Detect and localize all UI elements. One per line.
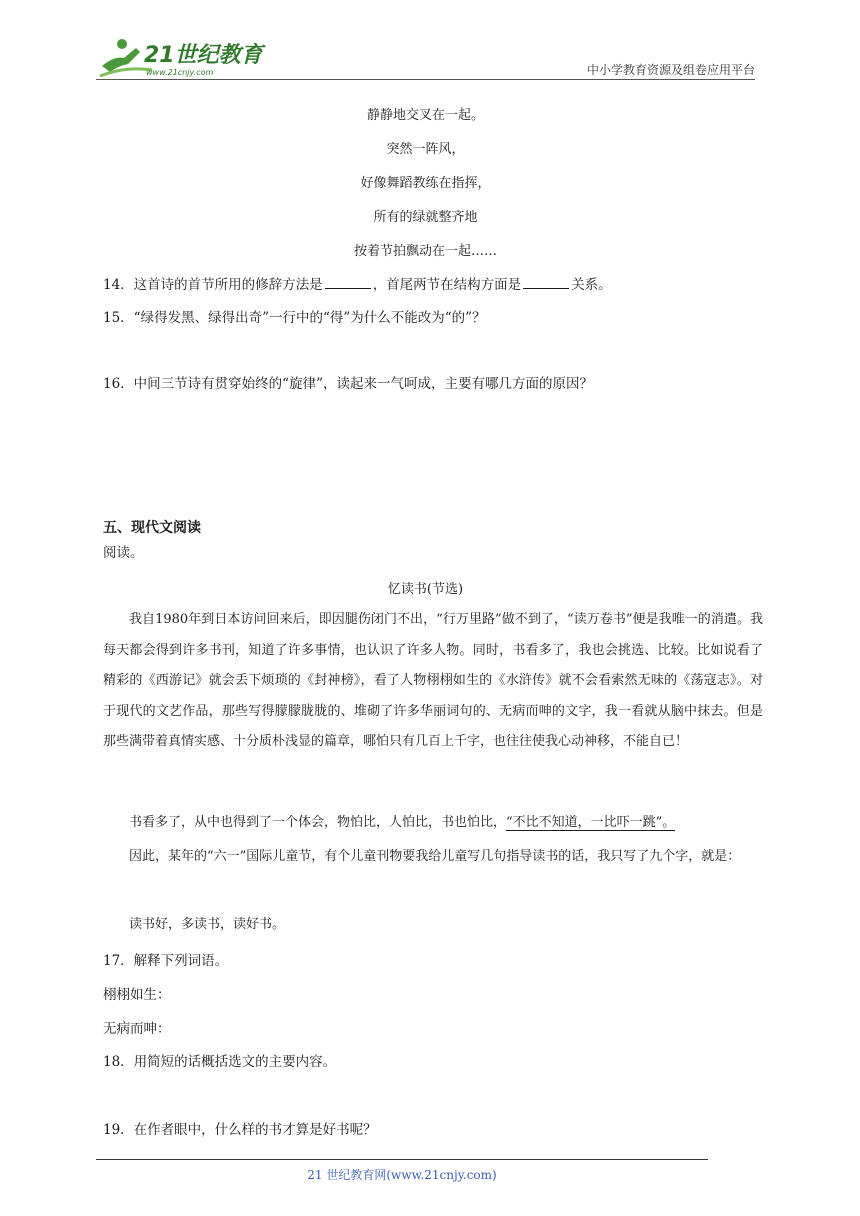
question-17: 17．解释下列词语。 — [103, 953, 229, 969]
poem-line-5: 按着节拍飘动在一起…… — [353, 244, 497, 259]
poem-line-1: 静静地交叉在一起。 — [366, 108, 484, 123]
article-paragraph-4: 读书好，多读书，读好书。 — [129, 917, 286, 932]
answer-blank-2[interactable] — [523, 274, 569, 289]
logo-sub-text: www.21cnjy.com — [146, 68, 214, 77]
header-divider — [96, 79, 755, 80]
poem-line-4: 所有的绿就整齐地 — [373, 210, 478, 225]
article-title: 忆读书(节选) — [387, 582, 464, 597]
p2-text: 书看多了，从中也得到了一个体会，物怕比，人怕比，书也怕比， — [129, 815, 507, 830]
q17-term-2: 无病而呻： — [103, 1021, 171, 1037]
poem-line-3: 好像舞蹈教练在指挥， — [360, 176, 491, 191]
q17-term-1: 栩栩如生： — [103, 987, 171, 1003]
footer-divider — [96, 1159, 708, 1160]
q14-part-b: ，首尾两节在结构方面是 — [372, 277, 522, 293]
q14-part-c: 关系。 — [571, 277, 612, 293]
reading-instruction: 阅读。 — [103, 545, 144, 561]
article-paragraph-3: 因此，某年的“六一”国际儿童节，有个儿童刊物要我给儿童写几句指导读书的话，我只写了九个字，就是： — [129, 849, 741, 864]
article-paragraph-2 — [103, 808, 763, 839]
q14-part-a: 14．这首诗的首节所用的修辞方法是 — [103, 277, 323, 293]
section-title: 五、现代文阅读 — [103, 520, 201, 536]
question-15: 15．“绿得发黑、绿得出奇”一行中的“得”为什么不能改为“的”？ — [103, 310, 486, 326]
poem-line-2: 突然一阵风， — [386, 142, 465, 157]
platform-name: 中小学教育资源及组卷应用平台 — [586, 63, 755, 77]
question-16: 16．中间三节诗有贯穿始终的“旋律”，读起来一气呵成，主要有哪几方面的原因？ — [103, 376, 593, 392]
question-18: 18．用简短的话概括选文的主要内容。 — [103, 1054, 337, 1070]
footer-link[interactable]: 21 世纪教育网(www.21cnjy.com) — [307, 1168, 497, 1182]
p2-underlined-quote: “不比不知道，一比吓一跳”。 — [506, 815, 676, 830]
site-logo — [96, 36, 266, 80]
answer-blank-1[interactable] — [325, 274, 371, 289]
article-paragraph-1: 我自1980年到日本访问回来后，即因腿伤闭门不出，“行万里路”做不到了，“读万卷书”便是我唯一的消遣。我每天都会得到许多书刊，知道了许多事情，也认识了许多人物。同时，书看多了，我也会挑选、比较。比如说看了精彩的《西游记》就会丢下烦琐的《封神榜》，看了人物栩栩如生的《水浒传》就不会看索然无味的《荡寇志》。对于现代的文艺作品，那些写得朦朦胧胧的、堆砌了许多华丽词句的、无病而呻的文字，我一看就从脑中抹去。但是那些满带着真情实感、十分质朴浅显的篇章，哪怕只有几百上千字，也往往使我心动神移，不能自已！ — [103, 612, 763, 749]
question-19: 19．在作者眼中，什么样的书才算是好书呢？ — [103, 1122, 377, 1138]
question-14 — [103, 274, 612, 295]
logo-main-text: 21世纪教育 — [144, 43, 263, 68]
runner-logo-icon — [96, 36, 266, 80]
